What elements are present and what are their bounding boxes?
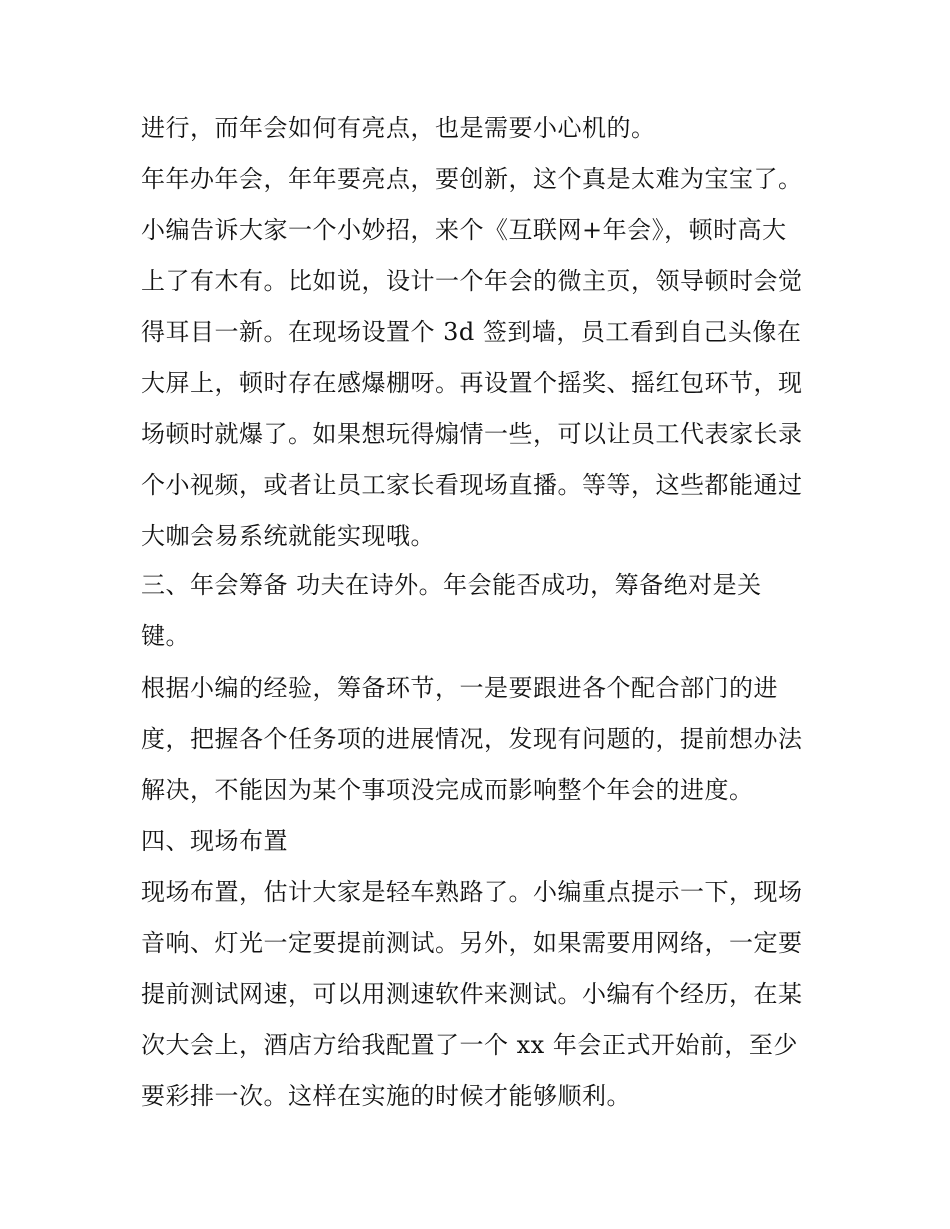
text-line: 解决，不能因为某个事项没完成而影响整个年会的进度。: [141, 776, 754, 804]
text-line: 次大会上，酒店方给我配置了一个 xx 年会正式开始前，至少: [141, 1031, 798, 1059]
text-line: 年年办年会，年年要亮点，要创新，这个真是太难为宝宝了。: [141, 165, 803, 193]
text-line: 现场布置，估计大家是轻车熟路了。小编重点提示一下，现场: [141, 878, 803, 906]
text-line: 小编告诉大家一个小妙招，来个《互联网+年会》，顿时高大: [141, 216, 787, 244]
text-line: 个小视频，或者让员工家长看现场直播。等等，这些都能通过: [141, 471, 803, 499]
text-line: 音响、灯光一定要提前测试。另外，如果需要用网络，一定要: [141, 929, 803, 957]
text-line: 场顿时就爆了。如果想玩得煽情一些，可以让员工代表家长录: [141, 420, 803, 448]
text-line: 根据小编的经验，筹备环节，一是要跟进各个配合部门的进: [141, 674, 778, 702]
section-heading-3: 三、年会筹备 功夫在诗外。年会能否成功，筹备绝对是关: [141, 571, 762, 599]
text-line: 上了有木有。比如说，设计一个年会的微主页，领导顿时会觉: [141, 267, 803, 295]
text-line: 进行，而年会如何有亮点，也是需要小心机的。: [141, 114, 656, 142]
text-line: 度，把握各个任务项的进展情况，发现有问题的，提前想办法: [141, 725, 803, 753]
text-line: 要彩排一次。这样在实施的时候才能够顺利。: [141, 1082, 631, 1110]
text-line: 提前测试网速，可以用测速软件来测试。小编有个经历，在某: [141, 980, 803, 1008]
section-heading-4: 四、现场布置: [141, 827, 288, 855]
text-line: 键。: [141, 622, 190, 650]
text-line: 得耳目一新。在现场设置个 3d 签到墙，员工看到自己头像在: [141, 318, 802, 346]
text-line: 大屏上，顿时存在感爆棚呀。再设置个摇奖、摇红包环节，现: [141, 369, 803, 397]
text-line: 大咖会易系统就能实现哦。: [141, 522, 435, 550]
